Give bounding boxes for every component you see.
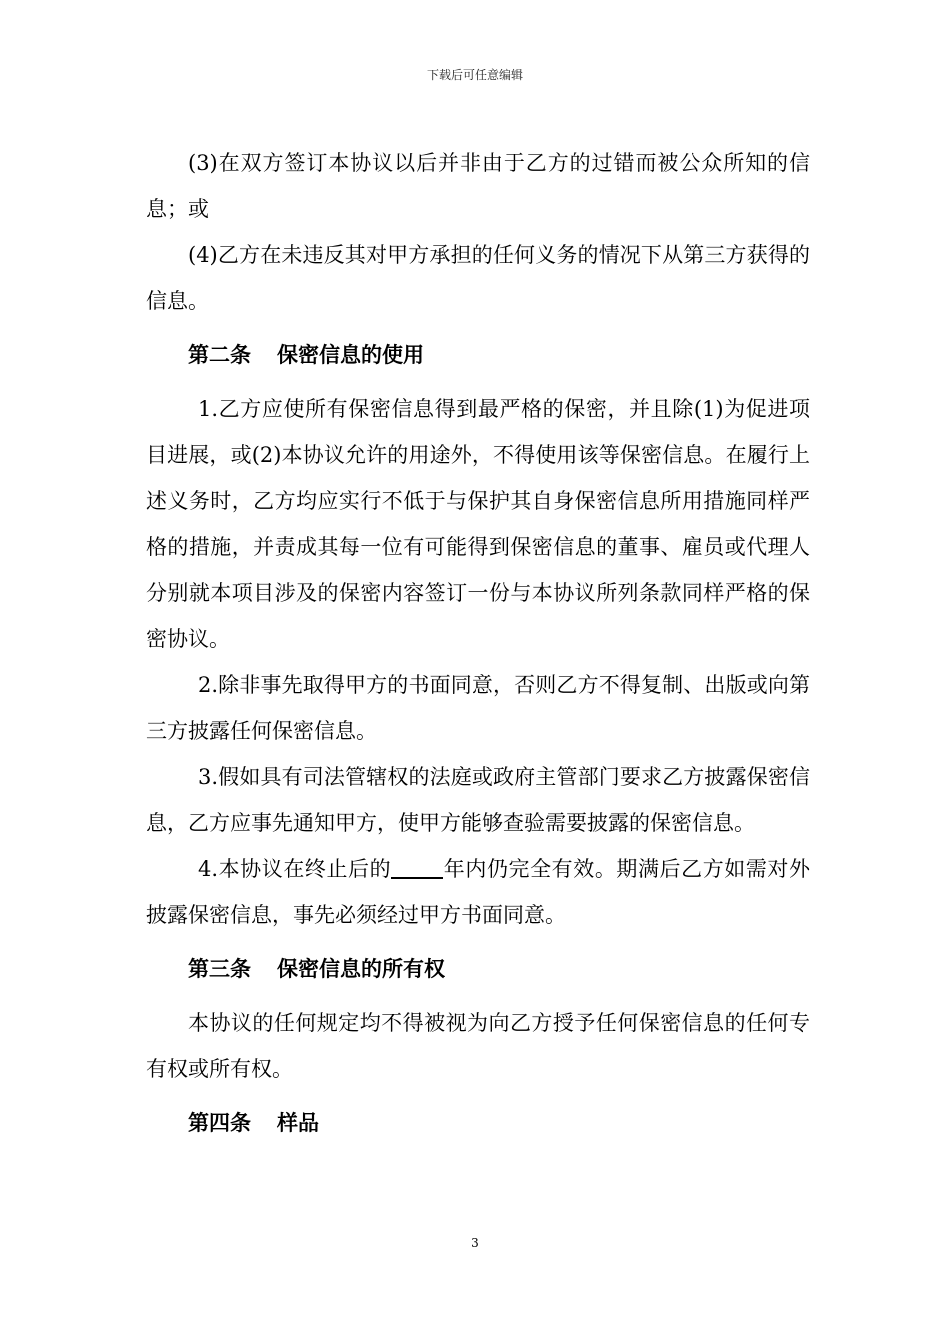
article-2-number: 第二条 [188,343,251,367]
article-2-item-4 [146,846,810,938]
article-3-text: 本协议的任何规定均不得被视为向乙方授予任何保密信息的任何专有权或所有权。 [146,1011,810,1081]
article-2-heading [146,332,810,378]
article-4-title: 样品 [277,1111,319,1135]
article-3-number: 第三条 [188,957,251,981]
page-number: 3 [471,1236,479,1250]
article-3-title: 保密信息的所有权 [277,957,445,981]
paragraph-clause-3: (3)在双方签订本协议以后并非由于乙方的过错而被公众所知的信息；或 [146,151,810,221]
fill-in-blank [391,857,443,879]
header-note: 下载后可任意编辑 [426,68,523,82]
paragraph-clause-4: (4)乙方在未违反其对甲方承担的任何义务的情况下从第三方获得的信息。 [146,243,810,313]
article-2-title: 保密信息的使用 [277,343,424,367]
item-4-text-after: 年内仍完全有效。期满后乙方如需对外披露保密信息，事先必须经过甲方书面同意。 [146,857,810,927]
article-2-item-1: 1.乙方应使所有保密信息得到最严格的保密，并且除(1)为促进项目进展，或(2)本协议允许的用途外，不得使用该等保密信息。在履行上述义务时，乙方均应实行不低于与保护其自身保密信息所用措施同样严格的措施，并责成其每一位有可能得到保密信息的董事、雇员或代理人分别就本项目涉及的保密内容签订一份与本协议所列条款同样严格的保密协议。 [146,397,810,651]
article-2-item-2: 2.除非事先取得甲方的书面同意，否则乙方不得复制、出版或向第三方披露任何保密信息。 [146,673,810,743]
article-4-number: 第四条 [188,1111,251,1135]
article-3-heading [146,946,810,992]
article-4-heading [146,1100,810,1146]
item-4-text-before: 4.本协议在终止后的 [198,857,392,881]
article-2-item-3: 3.假如具有司法管辖权的法庭或政府主管部门要求乙方披露保密信息，乙方应事先通知甲方，使甲方能够查验需要披露的保密信息。 [146,765,810,835]
document-body [146,140,810,1154]
